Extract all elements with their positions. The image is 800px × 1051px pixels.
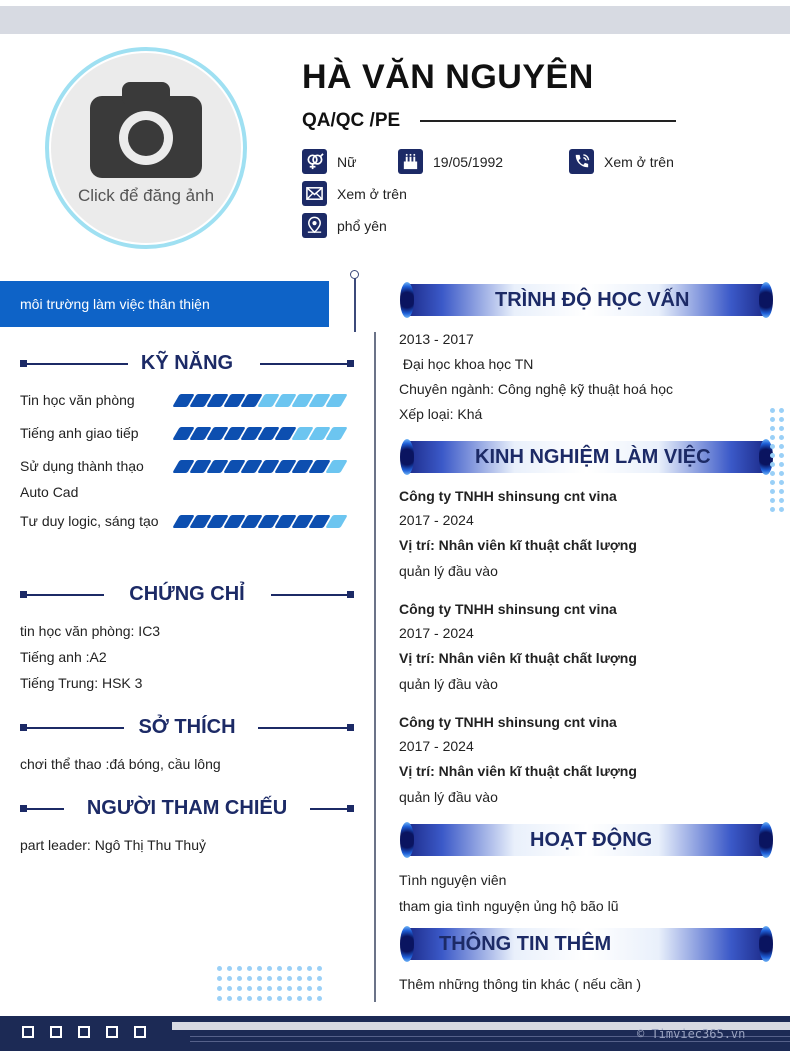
address-info	[302, 213, 387, 238]
decor-dot	[237, 976, 242, 981]
decor-dot	[247, 996, 252, 1001]
mail-icon	[302, 181, 327, 206]
skill-item	[20, 508, 350, 534]
experience-desc: quản lý đầu vào	[399, 563, 498, 579]
certificates-heading-text: CHỨNG CHỈ	[129, 583, 245, 605]
copyright: © Timviec365.vn	[637, 1027, 746, 1041]
decor-dot	[770, 471, 775, 476]
column-divider	[374, 332, 376, 1002]
decor-dot	[770, 435, 775, 440]
phone-icon	[569, 149, 594, 174]
experience-period: 2017 - 2024	[399, 738, 474, 754]
email-info	[302, 181, 407, 206]
decor-dot	[297, 976, 302, 981]
skill-name: Tiếng anh giao tiếp	[20, 425, 139, 441]
experience-company: Công ty TNHH shinsung cnt vina	[399, 714, 617, 730]
decor-dots-right	[770, 408, 784, 512]
footer-squares	[22, 1026, 162, 1038]
decor-dot	[317, 966, 322, 971]
career-objective: môi trường làm việc thân thiện	[0, 281, 329, 327]
decor-dot	[307, 966, 312, 971]
education-major: Chuyên ngành: Công nghệ kỹ thuật hoá học	[399, 381, 673, 397]
activities-heading	[400, 822, 773, 858]
activity-item: tham gia tình nguyện ủng hộ bão lũ	[399, 898, 619, 914]
decor-dot	[317, 976, 322, 981]
decor-dot	[297, 996, 302, 1001]
cake-icon	[398, 149, 423, 174]
upload-photo-label[interactable]: Click để đăng ảnh	[77, 186, 215, 205]
decor-dot	[227, 986, 232, 991]
experience-role: Vị trí: Nhân viên kĩ thuật chất lượng	[399, 650, 637, 666]
experience-company: Công ty TNHH shinsung cnt vina	[399, 488, 617, 504]
decor-dot	[257, 976, 262, 981]
email-value: Xem ở trên	[337, 185, 407, 202]
decor-dot	[770, 507, 775, 512]
skills-heading-text: KỸ NĂNG	[140, 352, 234, 374]
decor-dot	[227, 976, 232, 981]
divider-upper	[354, 278, 356, 332]
decor-dot	[770, 453, 775, 458]
hobbies-text: chơi thể thao :đá bóng, cầu lông	[20, 756, 221, 772]
decor-dot	[247, 986, 252, 991]
gender-info	[302, 149, 356, 174]
experience-desc: quản lý đầu vào	[399, 789, 498, 805]
camera-icon[interactable]	[90, 82, 202, 178]
certificates-heading	[20, 585, 354, 605]
additional-text: Thêm những thông tin khác ( nếu cần )	[399, 976, 642, 992]
decor-dot	[277, 986, 282, 991]
decor-dot	[770, 444, 775, 449]
decor-dot	[770, 462, 775, 467]
decor-dots-bottom	[217, 966, 322, 1001]
decor-dot	[770, 426, 775, 431]
decor-dot	[217, 966, 222, 971]
experience-company: Công ty TNHH shinsung cnt vina	[399, 601, 617, 617]
skill-item	[20, 420, 350, 446]
decor-dot	[277, 976, 282, 981]
decor-dot	[779, 480, 784, 485]
certificate-item: Tiếng Trung: HSK 3	[20, 675, 143, 691]
decor-dot	[779, 408, 784, 413]
decor-dot	[257, 996, 262, 1001]
skill-level-bars	[176, 394, 346, 407]
decor-dot	[237, 996, 242, 1001]
decor-dot	[267, 976, 272, 981]
decor-dot	[779, 435, 784, 440]
experience-role: Vị trí: Nhân viên kĩ thuật chất lượng	[399, 537, 637, 553]
education-period: 2013 - 2017	[399, 331, 474, 347]
hobbies-heading	[20, 718, 354, 738]
address-value: phổ yên	[337, 217, 387, 234]
decor-dot	[247, 966, 252, 971]
decor-dot	[257, 986, 262, 991]
decor-dot	[770, 408, 775, 413]
gender-value: Nữ	[337, 153, 357, 170]
references-heading-text: NGƯỜI THAM CHIẾU	[86, 797, 288, 819]
education-school: Đại học khoa học TN	[399, 356, 534, 372]
gender-icon	[302, 149, 327, 174]
decor-dot	[297, 966, 302, 971]
decor-dot	[227, 996, 232, 1001]
decor-dot	[317, 986, 322, 991]
decor-dot	[770, 417, 775, 422]
candidate-name: HÀ VĂN NGUYÊN	[302, 58, 594, 96]
skill-level-bars	[176, 515, 346, 528]
decor-dot	[779, 507, 784, 512]
phone-value: Xem ở trên	[604, 153, 674, 170]
certificate-item: Tiếng anh :A2	[20, 649, 107, 665]
skills-heading	[20, 354, 354, 374]
decor-dot	[267, 966, 272, 971]
skill-name: Tư duy logic, sáng tạo	[20, 513, 159, 529]
skill-level-bars	[176, 460, 346, 473]
decor-dot	[237, 986, 242, 991]
certificate-item: tin học văn phòng: IC3	[20, 623, 161, 639]
references-text: part leader: Ngô Thị Thu Thuỷ	[20, 837, 206, 853]
activities-heading-text: HOẠT ĐỘNG	[530, 829, 653, 851]
job-position: QA/QC /PE	[302, 110, 401, 131]
skill-item	[20, 453, 350, 505]
decor-dot	[287, 966, 292, 971]
decor-dot	[307, 986, 312, 991]
education-heading-text: TRÌNH ĐỘ HỌC VẤN	[495, 289, 690, 311]
decor-dot	[307, 996, 312, 1001]
experience-heading-text: KINH NGHIỆM LÀM VIỆC	[475, 446, 711, 468]
decor-dot	[779, 417, 784, 422]
decor-dot	[257, 966, 262, 971]
skill-item	[20, 387, 350, 413]
decor-dot	[247, 976, 252, 981]
decor-dot	[297, 986, 302, 991]
birthday-value: 19/05/1992	[433, 153, 504, 170]
experience-period: 2017 - 2024	[399, 625, 474, 641]
decor-dot	[779, 489, 784, 494]
decor-dot	[287, 986, 292, 991]
decor-dot	[237, 966, 242, 971]
birthday-info	[398, 149, 503, 174]
references-heading	[20, 799, 354, 819]
additional-heading-text: THÔNG TIN THÊM	[439, 933, 612, 955]
decor-dot	[287, 996, 292, 1001]
decor-dot	[770, 489, 775, 494]
decor-dot	[779, 498, 784, 503]
decor-dot	[217, 986, 222, 991]
top-bar	[0, 6, 790, 34]
phone-info	[569, 149, 674, 174]
experience-role: Vị trí: Nhân viên kĩ thuật chất lượng	[399, 763, 637, 779]
decor-dot	[267, 996, 272, 1001]
decor-dot	[779, 426, 784, 431]
decor-dot	[779, 462, 784, 467]
skill-name: Sử dụng thành thạo Auto Cad	[20, 458, 144, 500]
decor-dot	[779, 471, 784, 476]
skill-name: Tin học văn phòng	[20, 392, 135, 408]
decor-dot	[217, 996, 222, 1001]
experience-heading	[400, 439, 773, 475]
position-divider	[420, 120, 676, 122]
additional-heading	[400, 926, 773, 962]
decor-dot	[217, 976, 222, 981]
decor-dot	[227, 966, 232, 971]
decor-dot	[770, 480, 775, 485]
location-pin-icon	[302, 213, 327, 238]
decor-dot	[267, 986, 272, 991]
hobbies-heading-text: SỞ THÍCH	[138, 716, 236, 738]
education-heading	[400, 282, 773, 318]
decor-dot	[277, 996, 282, 1001]
experience-desc: quản lý đầu vào	[399, 676, 498, 692]
decor-dot	[770, 498, 775, 503]
decor-dot	[287, 976, 292, 981]
skill-level-bars	[176, 427, 346, 440]
decor-dot	[277, 966, 282, 971]
experience-period: 2017 - 2024	[399, 512, 474, 528]
activity-item: Tình nguyện viên	[399, 872, 507, 888]
education-grade: Xếp loại: Khá	[399, 406, 483, 422]
decor-dot	[307, 976, 312, 981]
decor-dot	[779, 444, 784, 449]
decor-dot	[317, 996, 322, 1001]
decor-dot	[779, 453, 784, 458]
